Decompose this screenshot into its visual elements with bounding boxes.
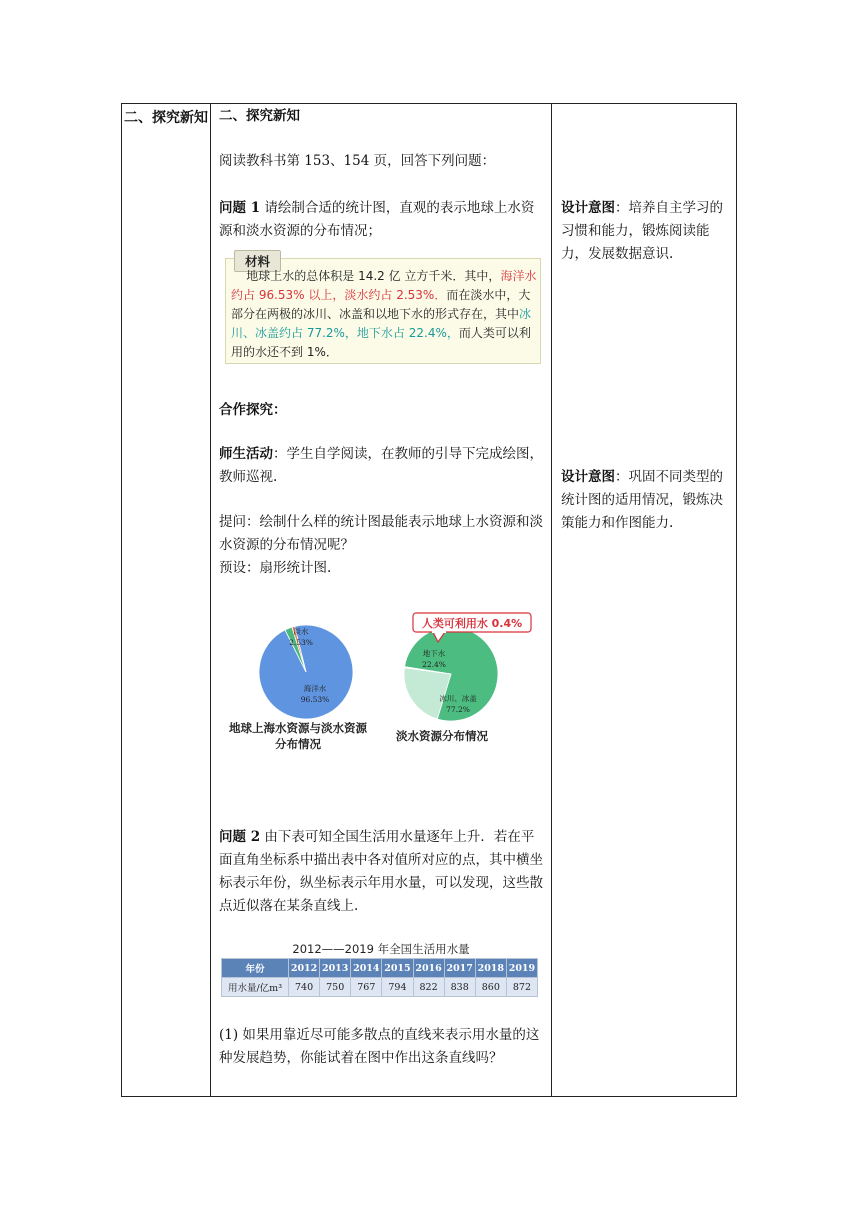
table-row-header: 年份	[222, 959, 289, 978]
pie-chart-earth-water	[259, 625, 353, 719]
question-2-part-1: (1) 如果用靠近尽可能多散点的直线来表示用水量的这种发展趋势，你能试着在图中作出这条直线吗？	[219, 1027, 540, 1066]
pie2-label-glacier: 冰川、冰盖	[439, 694, 477, 703]
table-year-cell: 2012	[289, 959, 320, 978]
design-intent-2-text: ：巩固不同类型的统计图的适用情况，锻炼决策能力和作图能力.	[561, 469, 723, 531]
pie1-label-ocean: 海洋水	[303, 684, 327, 693]
pie1-label-freshwater: 淡水	[293, 627, 309, 636]
table-value-cell: 860	[475, 978, 506, 997]
material-tag: 材料	[234, 250, 281, 272]
table-value-cell: 838	[444, 978, 475, 997]
table-year-cell: 2017	[444, 959, 475, 978]
table-row-header: 用水量/亿m³	[222, 978, 289, 997]
pie-chart-fresh-water	[404, 613, 531, 721]
pie1-value-ocean: 96.53%	[300, 695, 330, 704]
material-box	[225, 254, 541, 364]
water-usage-table	[221, 958, 538, 997]
material-p4: 冰川、冰盖约占 77.2%，地下水占 22.4%，	[231, 307, 532, 340]
pie2-caption: 淡水资源分布情况	[396, 729, 488, 743]
table-value-cell: 872	[506, 978, 537, 997]
activity-label: 师生活动	[219, 446, 273, 462]
water-table-header-row	[222, 959, 538, 978]
design-intent-1-text: ：培养自主学习的习惯和能力，锻炼阅读能力，发展数据意识.	[561, 200, 723, 262]
section-label: 二、探究新知	[124, 110, 208, 126]
material-p5: 而人类可以利用的水还不到 1%．	[231, 326, 531, 359]
table-value-cell: 740	[289, 978, 320, 997]
column-divider	[210, 104, 211, 1096]
column-divider	[551, 104, 552, 1096]
intro-text: 阅读教科书第 153、154 页，回答下列问题：	[219, 153, 496, 169]
pie1-value-freshwater: 2.53%	[289, 638, 313, 647]
design-intent-1	[561, 197, 733, 266]
question-1-text: 请绘制合适的统计图，直观的表示地球上水资源和淡水资源的分布情况；	[219, 200, 535, 239]
table-year-cell: 2015	[382, 959, 413, 978]
ask-text: 提问：绘制什么样的统计图最能表示地球上水资源和淡水资源的分布情况呢？	[219, 514, 543, 553]
pie2-label-groundwater: 地下水	[422, 649, 446, 658]
design-intent-2	[561, 466, 733, 535]
table-year-cell: 2013	[320, 959, 351, 978]
table-year-cell: 2014	[351, 959, 382, 978]
design-intent-1-label: 设计意图	[561, 200, 615, 216]
material-text	[231, 267, 537, 362]
table-year-cell: 2018	[475, 959, 506, 978]
material-p2: 海洋水约占 96.53% 以上，淡水约占 2.53%．	[231, 269, 537, 302]
question-2-label: 问题 2	[219, 829, 261, 845]
lesson-table	[121, 103, 737, 1097]
table-value-cell: 767	[351, 978, 382, 997]
table-year-cell: 2019	[506, 959, 537, 978]
table-value-cell: 822	[413, 978, 444, 997]
table-value-cell: 750	[320, 978, 351, 997]
material-p3: 而在淡水中，大部分在两极的冰川、冰盖和以地下水的形式存在，其中	[231, 288, 531, 321]
water-table-title: 2012——2019 年全国生活用水量	[292, 942, 470, 956]
activity-text	[219, 443, 545, 489]
table-year-cell: 2016	[413, 959, 444, 978]
section-heading: 二、探究新知	[219, 108, 300, 124]
activity-body: ：学生自学阅读，在教师的引导下完成绘图，教师巡视.	[219, 446, 543, 485]
coop-heading: 合作探究：	[219, 402, 287, 418]
water-table-value-row	[222, 978, 538, 997]
question-1-label: 问题 1	[219, 200, 261, 216]
pie2-value-groundwater: 22.4%	[422, 660, 446, 669]
design-intent-2-label: 设计意图	[561, 469, 615, 485]
preset-text: 预设：扇形统计图.	[219, 560, 332, 576]
pie2-value-glacier: 77.2%	[446, 705, 470, 714]
question-2	[219, 826, 545, 918]
table-value-cell: 794	[382, 978, 413, 997]
pie1-caption: 地球上海水资源与淡水资源分布情况	[229, 721, 367, 751]
question-2-text: 由下表可知全国生活用水量逐年上升．若在平面直角坐标系中描出表中各对值所对应的点，其中横坐标表示年份，纵坐标表示年用水量，可以发现，这些散点近似落在某条直线上.	[219, 829, 543, 914]
callout-pointer-mask	[432, 630, 446, 633]
question-1	[219, 197, 545, 243]
callout-text: 人类可利用水 0.4%	[421, 617, 523, 630]
material-p1: 地球上水的总体积是 14.2 亿 立方千米．其中，	[246, 269, 501, 283]
